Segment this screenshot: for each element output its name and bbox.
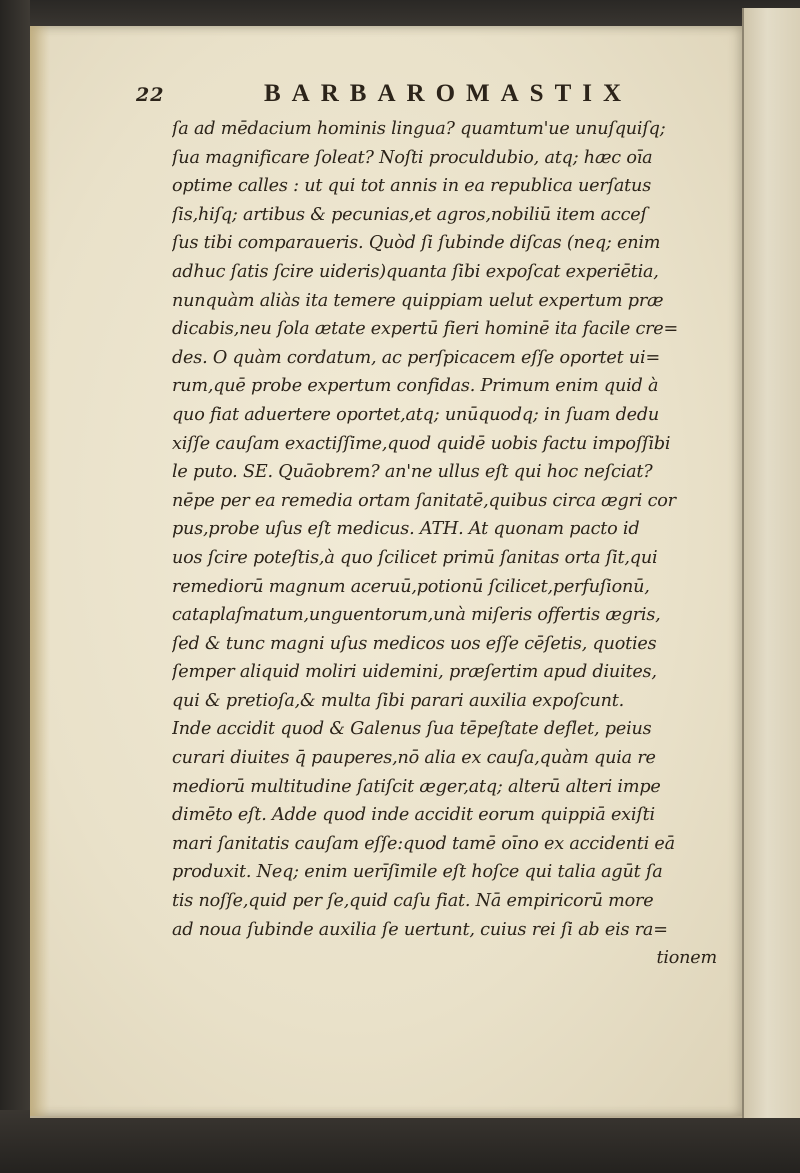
text-line: produxit. Neq; enim uerīſimile eſt hoſce qui talia agūt ſa [172,862,663,883]
text-line: dicabis,neu ſola ætate expertū fieri hominē ita facile cre= [172,319,679,340]
page-number: 22 [136,84,165,106]
scan-frame-left [0,0,30,1173]
scan-frame-bottom [0,1110,800,1173]
text-line: cataplaſmatum,unguentorum,unà miſeris offertis ægris, [172,605,661,626]
text-line: rum,quē probe expertum confidas. Primum enim quid à [172,376,659,397]
text-line: ſa ad mēdacium hominis lingua? quamtum'ue unuſquiſq; [172,119,666,139]
text-line: nēpe per ea remedia ortam ſanitatē,quibus circa ægri cor [172,490,676,511]
text-line: ſua magnificare ſoleat? Noſti proculdubio, atq; hæc oīa [172,147,653,168]
text-line: des. O quàm cordatum, ac perſpicacem eſſe oportet ui= [172,347,660,368]
text-line: ſus tibi comparaueris. Quòd ſi ſubinde diſcas (neq; enim [172,233,661,254]
text-line: qui & pretioſa,& multa ſibi parari auxilia expoſcunt. [172,690,624,711]
body-text [172,115,717,973]
text-line: tis noſſe,quid per ſe,quid caſu fiat. Nā empiricorū more [172,891,654,912]
text-line: ſemper aliquid moliri uidemini, præſertim apud diuites, [172,662,657,683]
text-line: nunquàm aliàs ita temere quippiam uelut expertum præ [172,290,664,311]
text-line: Inde accidit quod & Galenus ſua tēpeſtate deflet, peius [172,719,652,740]
text-line: uos ſcire poteſtis,à quo ſcilicet primū ſanitas orta ſit,qui [172,547,658,568]
text-line: le puto. SE. Quāobrem? an'ne ullus eſt qui hoc neſciat? [172,462,653,483]
text-line: dimēto eſt. Adde quod inde accidit eorum quippiā exiſti [172,805,655,826]
text-line: mari ſanitatis cauſam eſſe:quod tamē oīno ex accidenti eā [172,833,675,854]
catchword: tionem [656,948,717,969]
text-line: ſed & tunc magni uſus medicos uos eſſe cēſetis, quoties [172,633,657,654]
text-line: curari diuites q̄ pauperes,nō alia ex cauſa,quàm quia re [172,748,656,769]
scan-frame-top [0,0,800,28]
text-line: quo fiat aduertere oportet,atq; unūquodq; in ſuam dedu [172,404,660,425]
text-line: mediorū multitudine ſatiſcit æger,atq; alterū alteri impe [172,776,661,797]
page-header [136,80,636,116]
text-line: optime calles : ut qui tot annis in ea republica uerſatus [172,176,652,197]
text-line: xiſſe cauſam exactiſſime,quod quidē uobis factu impoſſibi [172,433,671,454]
facing-page-edge [742,8,800,1118]
text-line: ad noua ſubinde auxilia ſe uertunt, cuius rei ſi ab eis ra= [172,919,668,940]
text-line: pus,probe uſus eſt medicus. ATH. At quonam pacto id [172,519,640,540]
text-line: adhuc ſatis ſcire uideris)quanta ſibi expoſcat experiētia, [172,261,659,282]
page-gutter-shadow [30,26,50,1116]
text-line: remediorū magnum aceruū,potionū ſcilicet,perfuſionū, [172,576,650,597]
text-line: ſis,hiſq; artibus & pecunias,et agros,nobiliū item acceſ [172,204,647,225]
running-title: BARBAROMASTIX [264,80,633,107]
